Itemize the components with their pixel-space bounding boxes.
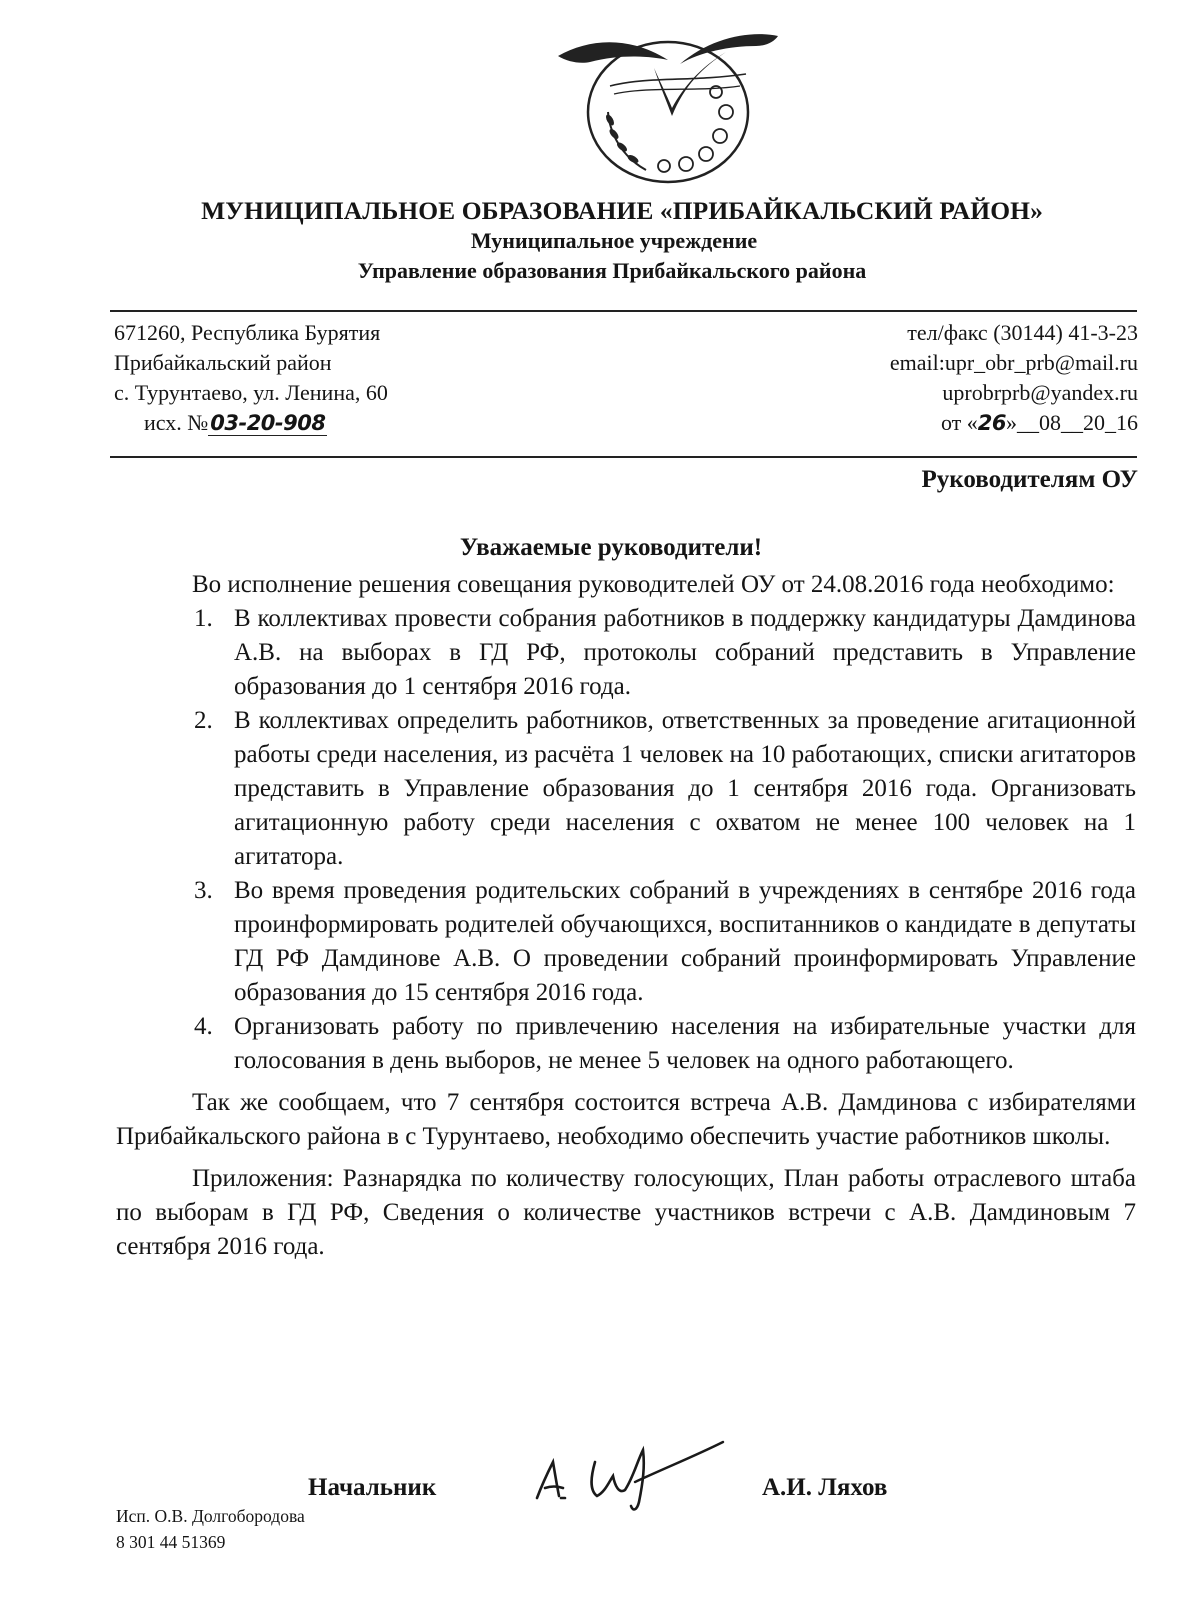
org-subtitle: Муниципальное учреждение (470, 228, 758, 253)
date-mid: » (1006, 410, 1017, 435)
date-prefix: от « (940, 410, 978, 435)
header-rule-top (110, 310, 1137, 312)
attachments-paragraph: Приложения: Разнарядка по количеству голосующих, План работы отраслевого штаба по выборам в ГД РФ, Сведения о количестве участников встречи с А.В. Дамдиновым 7 сентября 2016 года. (116, 1165, 1136, 1260)
list-item-text: Организовать работу по привлечению населения на избирательные участки для голосования в день выборов, не менее 5 человек на одного работающего. (234, 1013, 1136, 1074)
salutation: Уважаемые руководители! (459, 534, 763, 561)
intro-paragraph: Во исполнение решения совещания руководителей ОУ от 24.08.2016 года необходимо: (192, 571, 1115, 598)
list-item (116, 1010, 1136, 1078)
list-item (116, 874, 1136, 1010)
list-item-number: 3. (194, 877, 213, 904)
outgoing-number: 03-20-908 (210, 411, 326, 435)
executor-name: Исп. О.В. Долгобородова (116, 1506, 305, 1526)
address-line: Прибайкальский район (114, 350, 332, 375)
list-item-number: 2. (194, 707, 213, 734)
bird-emblem-logo (550, 16, 780, 184)
contact-email: email:upr_obr_prb@mail.ru (889, 350, 1138, 375)
list-item (116, 602, 1136, 704)
list-item-number: 4. (194, 1013, 213, 1040)
date-month: 08 (1039, 410, 1061, 435)
list-item-text: Во время проведения родительских собраний в учреждениях в сентябре 2016 года проинформировать родителей обучающихся, воспитанников о кандидате в депутаты ГД РФ Дамдинове А.В. О проведении собраний проинформировать Управление образования до 15 сентября 2016 года. (234, 877, 1136, 1006)
org-title: МУНИЦИПАЛЬНОЕ ОБРАЗОВАНИЕ «ПРИБАЙКАЛЬСКИЙ РАЙОН» (201, 196, 1043, 225)
address-line: с. Турунтаево, ул. Ленина, 60 (114, 380, 388, 405)
recipient: Руководителям ОУ (921, 466, 1138, 493)
signer-name: А.И. Ляхов (762, 1474, 888, 1501)
signer-position: Начальник (308, 1474, 437, 1501)
letter-body (116, 568, 1136, 1264)
date-year: 20_16 (1083, 410, 1138, 435)
list-item-text: В коллективах определить работников, ответственных за проведение агитационной работы среди населения, из расчёта 1 человек на 10 работающих, списки агитаторов представить в Управление образования до 1 сентября 2016 года. Организовать агитационную работу среди населения с охватом не менее 100 человек на 1 агитатора. (234, 707, 1136, 870)
header-rule-bottom (110, 456, 1137, 458)
date-day: 26 (977, 411, 1006, 435)
meeting-paragraph: Так же сообщаем, что 7 сентября состоится встреча А.В. Дамдинова с избирателями Прибайкальского района в с Турунтаево, необходимо обеспечить участие работников школы. (116, 1089, 1136, 1150)
list-item (116, 704, 1136, 874)
contact-email-alt: uprobrprb@yandex.ru (942, 380, 1138, 405)
address-right (890, 318, 1138, 438)
executor-phone: 8 301 44 51369 (116, 1532, 226, 1552)
outgoing-label: исх. № (144, 410, 209, 435)
list-item-number: 1. (194, 605, 213, 632)
handwritten-signature (525, 1432, 725, 1512)
address-line: 671260, Республика Бурятия (114, 320, 381, 345)
list-item-text: В коллективах провести собрания работников в поддержку кандидатуры Дамдинова А.В. на выборах в ГД РФ, протоколы собраний представить в Управление образования до 1 сентября 2016 года. (234, 605, 1136, 700)
org-department: Управление образования Прибайкальского района (357, 258, 867, 283)
address-left (114, 318, 388, 438)
outgoing-number-line (114, 408, 388, 438)
letter-date: от «26»__08__20_16 (940, 410, 1138, 435)
contact-phone: тел/факс (30144) 41-3-23 (907, 320, 1138, 345)
